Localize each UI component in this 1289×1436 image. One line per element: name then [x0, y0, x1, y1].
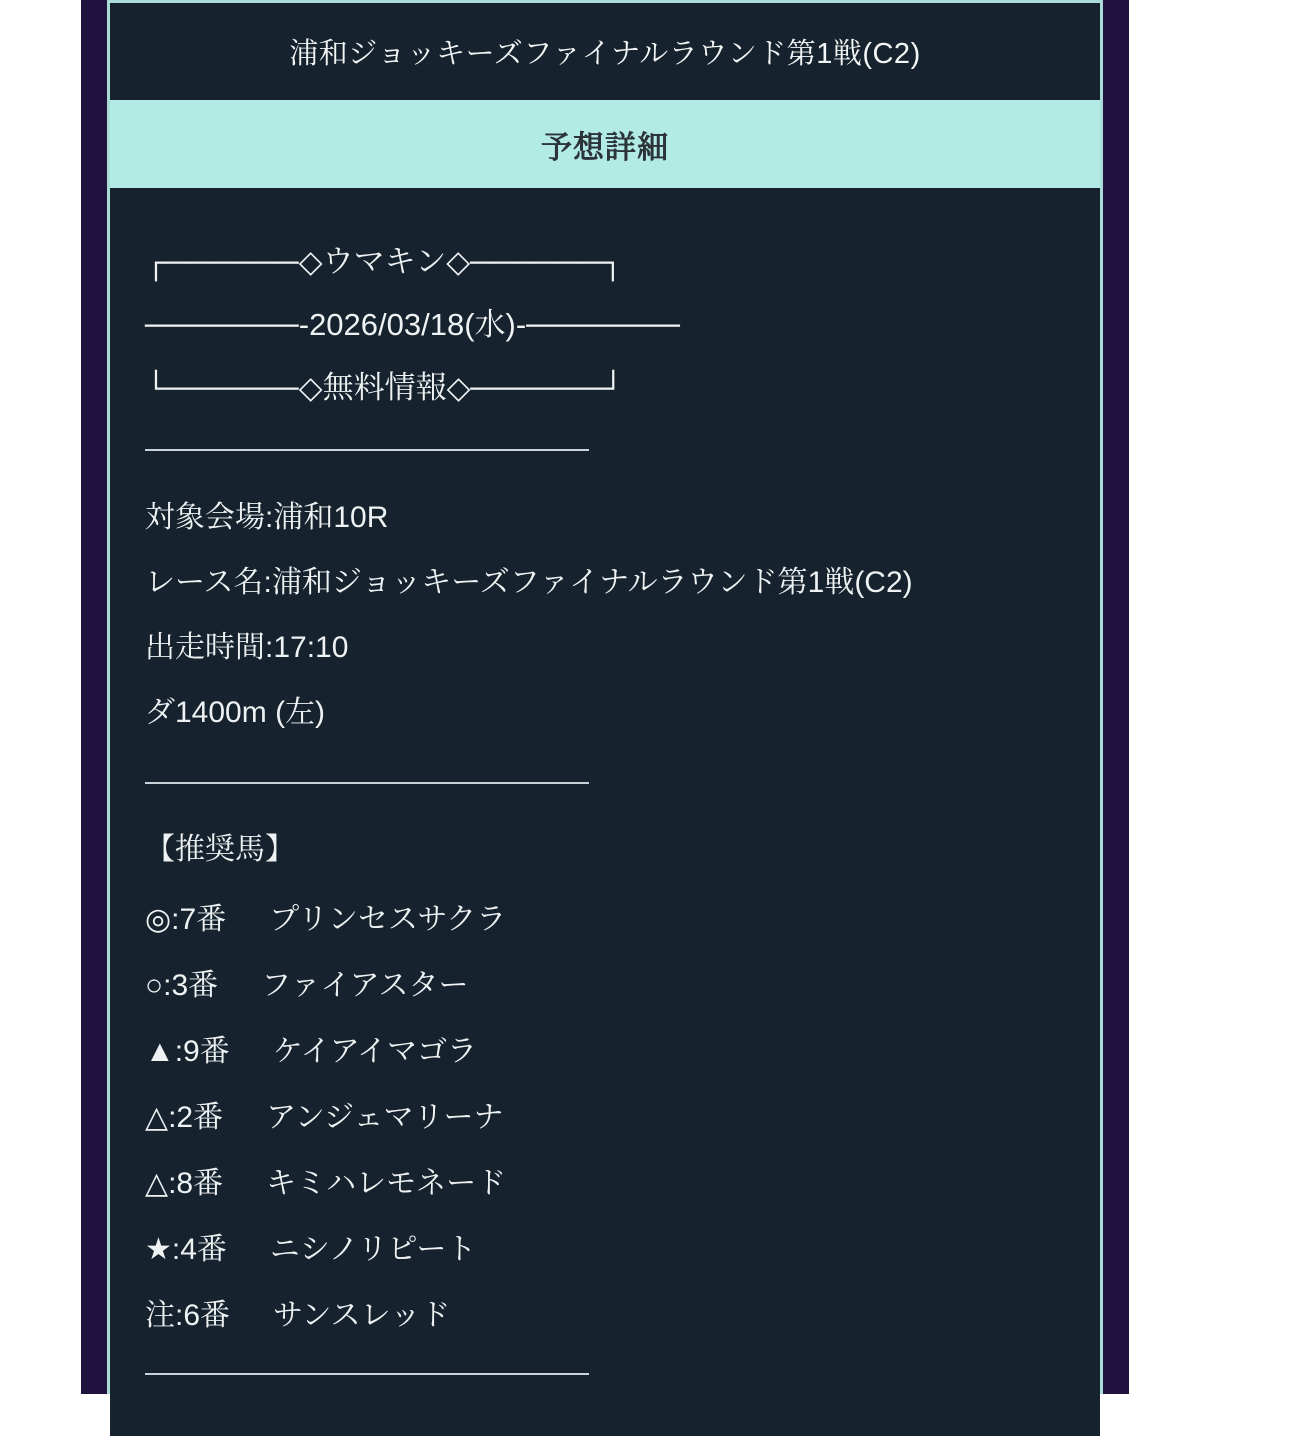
recommended-horses-section: [145, 817, 1065, 1345]
race-info-course: ダ1400m (左): [145, 696, 326, 729]
horse-row: [145, 883, 1065, 949]
horse-mark-number: 注:6番: [145, 1299, 231, 1332]
horse-row: [145, 949, 1065, 1015]
horse-row: [145, 1015, 1065, 1081]
race-info-venue: 対象会場:浦和10R: [145, 501, 389, 534]
prediction-card: [107, 0, 1103, 1394]
promo-line-free-info: └──────◇無料情報◇──────┘: [145, 370, 625, 405]
horse-name: ケイアイマゴラ: [272, 1035, 478, 1068]
horse-name: アンジェマリーナ: [266, 1101, 504, 1134]
promo-header: [145, 230, 1065, 419]
card-content: [110, 230, 1100, 1436]
race-info-name: レース名:浦和ジョッキーズファイナルラウンド第1戦(C2): [145, 566, 913, 599]
horse-mark-number: △:8番: [145, 1167, 224, 1200]
divider: [145, 1373, 589, 1375]
horse-mark-number: ★:4番: [145, 1233, 227, 1266]
horse-name: ファイアスター: [261, 969, 469, 1002]
race-info-start-time: 出走時間:17:10: [145, 631, 349, 664]
divider: [145, 449, 589, 451]
promo-line-date: ───────-2026/03/18(水)-───────: [145, 307, 680, 342]
horse-row: [145, 1147, 1065, 1213]
horse-name: プリンセスサクラ: [269, 903, 507, 936]
horse-mark-number: ◎:7番: [145, 903, 227, 936]
prediction-detail-banner: [110, 100, 1100, 188]
horse-row: [145, 1213, 1065, 1279]
horse-mark-number: △:2番: [145, 1101, 224, 1134]
horse-mark-number: ▲:9番: [145, 1035, 230, 1068]
horse-row: [145, 1279, 1065, 1345]
promo-line-brand: ┌──────◇ウマキン◇──────┐: [145, 244, 624, 279]
horse-name: サンスレッド: [273, 1299, 451, 1332]
horse-mark-number: ○:3番: [145, 969, 219, 1002]
horse-row: [145, 1081, 1065, 1147]
race-info-section: [145, 485, 1065, 745]
recommended-horses-heading: 【推奨馬】: [145, 833, 295, 866]
horse-name: ニシノリピート: [269, 1233, 477, 1266]
horse-name: キミハレモネード: [266, 1167, 507, 1200]
race-title-bar: [110, 3, 1100, 100]
banner-label: 予想詳細: [541, 129, 669, 165]
divider: [145, 782, 589, 784]
race-title: 浦和ジョッキーズファイナルラウンド第1戦(C2): [289, 38, 921, 70]
